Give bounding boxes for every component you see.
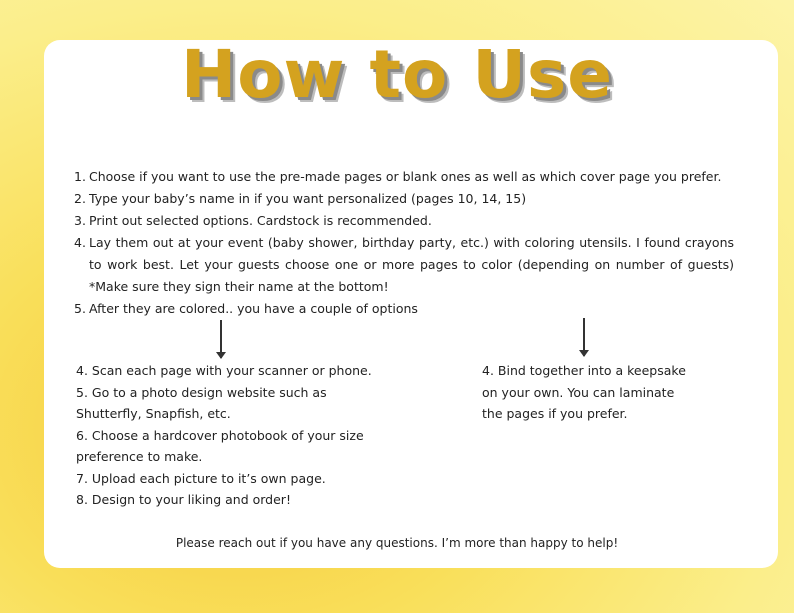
list-item: [74, 166, 734, 188]
step-text: Print out selected options. Cardstock is recommended.: [89, 213, 432, 228]
list-item: 4. Scan each page with your scanner or phone.: [76, 363, 372, 378]
option-scan-list: [76, 360, 396, 511]
list-item: 8. Design to your liking and order!: [76, 492, 291, 507]
step-number: 3.: [74, 213, 86, 228]
option-bind-list: [482, 360, 742, 425]
list-item: [74, 298, 734, 320]
step-text: Type your baby’s name in if you want personalized (pages 10, 14, 15): [89, 191, 527, 206]
list-item: 5. Go to a photo design website such as: [76, 384, 327, 400]
step-number: 2.: [74, 191, 86, 206]
step-text: After they are colored.. you have a couple of options: [89, 301, 418, 316]
step-number: 1.: [74, 169, 86, 184]
list-item: [74, 210, 734, 232]
list-item: preference to make.: [76, 449, 203, 464]
list-item: 6. Choose a hardcover photobook of your size: [76, 427, 364, 443]
list-item: the pages if you prefer.: [482, 406, 628, 421]
down-arrow-icon: [583, 318, 585, 356]
page-title: How to Use: [180, 36, 614, 113]
list-item: Shutterfly, Snapfish, etc.: [76, 406, 231, 421]
list-item: 7. Upload each picture to it’s own page.: [76, 470, 326, 486]
step-text: Choose if you want to use the pre-made pages or blank ones as well as which cover page you prefer.: [89, 169, 722, 184]
step-number: 4.: [74, 235, 86, 250]
step-text: Lay them out at your event (baby shower, birthday party, etc.) with coloring utensils. I found crayons to work best. Let your guests choose one or more pages to color (depending on number of guests) *Make sure they sign their name at the bottom!: [89, 235, 734, 294]
footer-note: Please reach out if you have any questions. I’m more than happy to help!: [175, 536, 619, 550]
list-item: [74, 232, 734, 298]
steps-list: [74, 166, 734, 320]
step-number: 5.: [74, 301, 86, 316]
list-item: 4. Bind together into a keepsake: [482, 363, 686, 378]
list-item: [74, 188, 734, 210]
list-item: on your own. You can laminate: [482, 384, 675, 400]
down-arrow-icon: [220, 320, 222, 358]
